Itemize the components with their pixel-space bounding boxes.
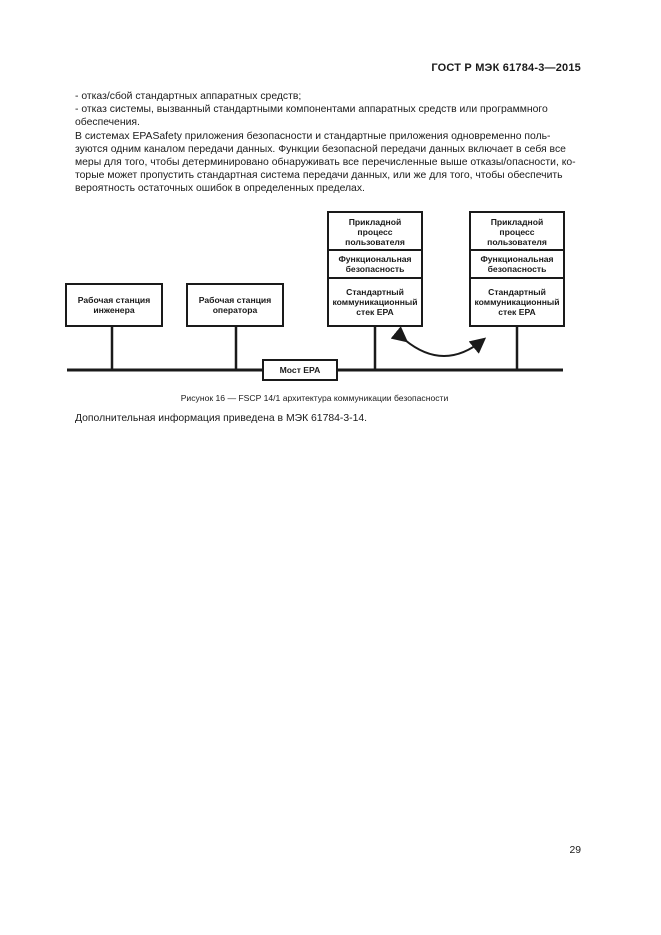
stack2-comm-label: Стандартный коммуникационный стек EPA <box>474 287 560 317</box>
document-header: ГОСТ Р МЭК 61784-3—2015 <box>431 62 581 74</box>
text-line: меры для того, чтобы детерминировано обнаруживать все перечисленные выше отказы/опасности, ко- <box>75 157 576 169</box>
stack2-safety-label: Функциональная безопасность <box>480 254 554 274</box>
figure-caption: Рисунок 16 — FSCP 14/1 архитектура коммуникации безопасности <box>180 393 449 403</box>
workstation-engineer-label: Рабочая станция инженера <box>77 295 151 315</box>
text-line: - отказ системы, вызванный стандартными компонентами аппаратных средств или программного <box>75 104 548 116</box>
text-line: торые может пропустить стандартная система передачи данных, или же для того, чтобы обеспечить <box>75 170 563 182</box>
stack1-safety-label: Функциональная безопасность <box>338 254 412 274</box>
workstation-operator-label: Рабочая станция оператора <box>198 295 272 315</box>
text-line: обеспечения. <box>75 117 140 129</box>
text-line: - отказ/сбой стандартных аппаратных средств; <box>75 91 302 102</box>
additional-info-text: Дополнительная информация приведена в МЭК 61784-3-14. <box>75 413 368 424</box>
bridge-label: Мост EPA <box>279 365 321 375</box>
text-line: зуются одним каналом передачи данных. Функции безопасной передачи данных включает в себя все <box>75 143 566 155</box>
stack2-app-label: Прикладной процесс пользователя <box>487 216 547 247</box>
text-line: вероятность остаточных ошибок в определенных пределах. <box>75 183 365 195</box>
stack1-app-label: Прикладной процесс пользователя <box>345 216 405 247</box>
safety-communication-arrow <box>405 340 483 356</box>
stack1-comm-label: Стандартный коммуникационный стек EPA <box>332 287 418 317</box>
text-line: В системах EPASafety приложения безопасности и стандартные приложения одновременно поль- <box>75 130 551 142</box>
page-number: 29 <box>569 845 581 856</box>
